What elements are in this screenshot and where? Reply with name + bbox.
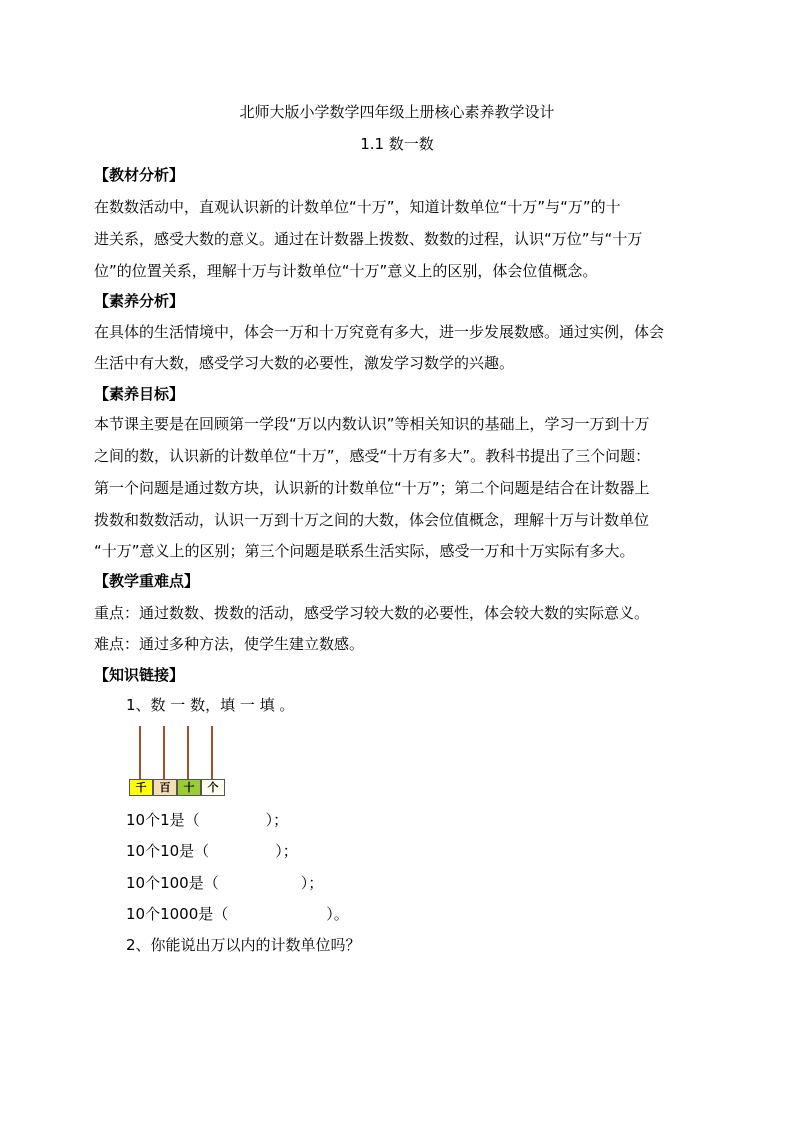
- paragraph-line: 位”的位置关系，理解十万与计数单位“十万”意义上的区别，体会位值概念。: [94, 262, 598, 280]
- heading-knowledge-link: 【知识链接】: [94, 666, 185, 684]
- difficult-point-line: 难点：通过多种方法，使学生建立数感。: [94, 635, 365, 653]
- question-1: 1、数 一 数，填 一 填 。: [126, 696, 295, 714]
- paragraph-line: 第一个问题是通过数方块，认识新的计数单位“十万”；第二个问题是结合在计数器上: [94, 479, 650, 497]
- abacus-diagram: [129, 726, 229, 796]
- paragraph-line: 之间的数，认识新的计数单位“十万”，感受“十万有多大”。教科书提出了三个问题：: [94, 447, 651, 465]
- question-2: 2、你能说出万以内的计数单位吗？: [126, 936, 361, 954]
- abacus-rod: [163, 726, 165, 779]
- fill-blank-1: [126, 810, 288, 830]
- fill-suffix: ）；: [275, 842, 298, 860]
- paragraph-line: 生活中有大数，感受学习大数的必要性，激发学习数学的兴趣。: [94, 354, 515, 372]
- fill-suffix: ）。: [326, 905, 349, 923]
- abacus-rod: [187, 726, 189, 779]
- key-point-line: 重点：通过数数、拨数的活动，感受学习较大数的必要性，体会较大数的实际意义。: [94, 604, 650, 622]
- paragraph-line: 拨数和数数活动，认识一万到十万之间的大数，体会位值概念，理解十万与计数单位: [94, 511, 650, 529]
- fill-suffix: ）；: [265, 811, 289, 829]
- paragraph-line: 在具体的生活情境中，体会一万和十万究竟有多大，进一步发展数感。通过实例，体会: [94, 323, 665, 341]
- abacus-label-shi: 十: [177, 779, 201, 796]
- fill-prefix: 10个10是（: [126, 842, 210, 860]
- abacus-rod: [211, 726, 213, 779]
- fill-suffix: ）；: [300, 874, 324, 892]
- paragraph-line: “十万”意义上的区别；第三个问题是联系生活实际，感受一万和十万实际有多大。: [94, 542, 635, 560]
- abacus-label-ge: 个: [201, 779, 225, 796]
- lesson-title: 1.1 数一数: [360, 135, 434, 153]
- fill-prefix: 10个1是（: [126, 811, 200, 829]
- fill-prefix: 10个100是（: [126, 874, 219, 892]
- fill-prefix: 10个1000是（: [126, 905, 229, 923]
- abacus-label-bai: 百: [153, 779, 177, 796]
- heading-textbook-analysis: 【教材分析】: [94, 166, 185, 184]
- fill-blank-4: [126, 904, 349, 924]
- heading-key-points: 【教学重难点】: [94, 572, 200, 590]
- heading-literacy-goals: 【素养目标】: [94, 385, 185, 403]
- document-title: 北师大版小学数学四年级上册核心素养教学设计: [239, 103, 555, 121]
- fill-blank-3: [126, 873, 323, 893]
- paragraph-line: 本节课主要是在回顾第一学段“万以内数认识”等相关知识的基础上，学习一万到十万: [94, 415, 650, 433]
- paragraph-line: 进关系，感受大数的意义。通过在计数器上拨数、数数的过程，认识“万位”与“十万: [94, 230, 643, 248]
- abacus-label-qian: 千: [129, 779, 153, 796]
- paragraph-line: 在数数活动中，直观认识新的计数单位“十万”，知道计数单位“十万”与“万”的十: [94, 198, 621, 216]
- abacus-rod: [139, 726, 141, 779]
- heading-literacy-analysis: 【素养分析】: [94, 292, 185, 310]
- fill-blank-2: [126, 841, 298, 861]
